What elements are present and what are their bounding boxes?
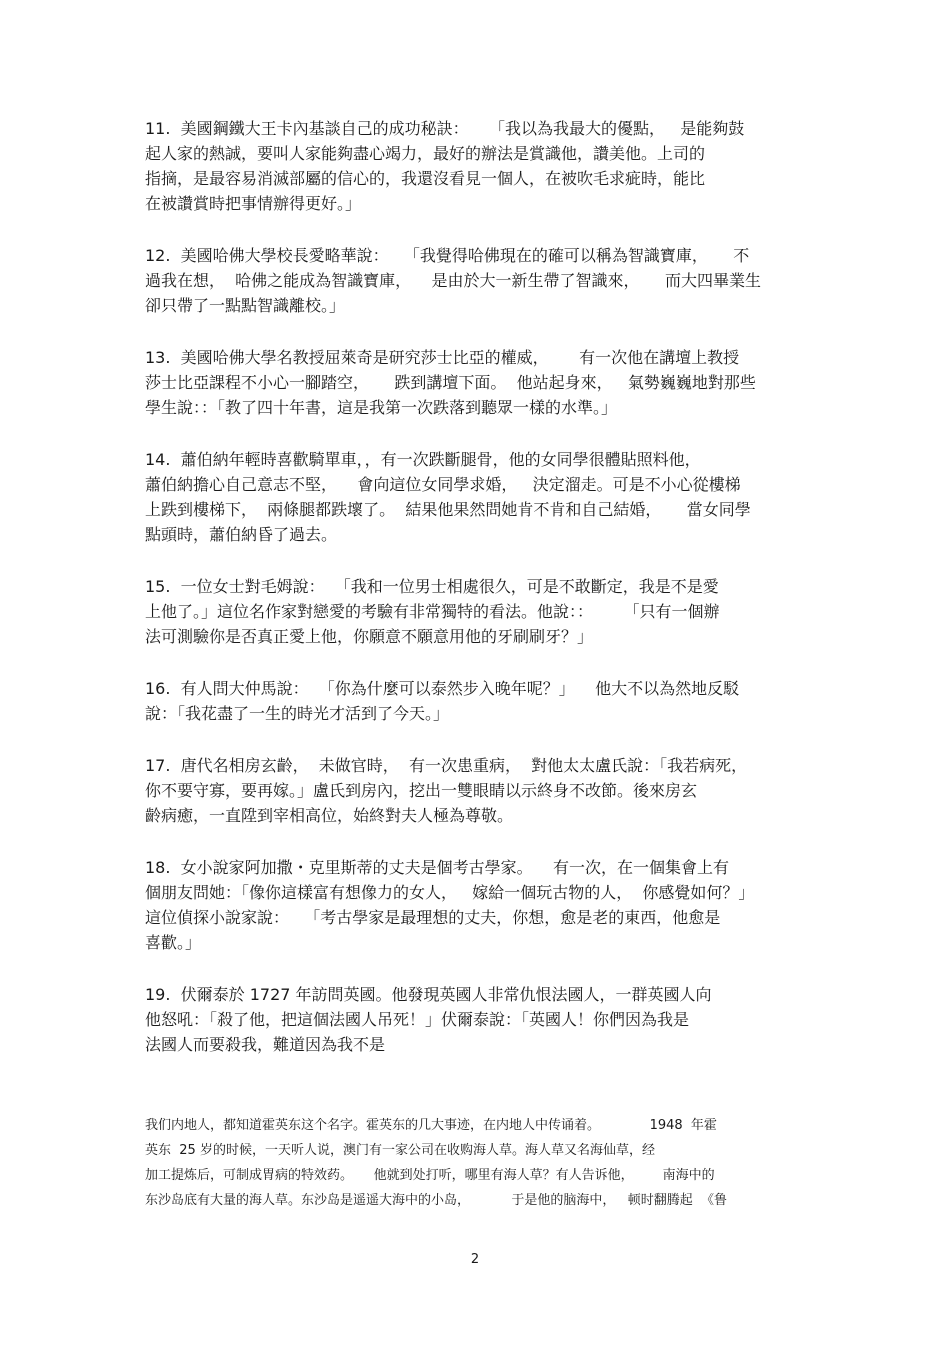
text-line: 莎士比亞課程不小心一腳踏空， 跌到講壇下面。 他站起身來， 氣勢巍巍地對那些: [145, 373, 756, 392]
text-line: 個朋友問她：「像你這樣富有想像力的女人， 嫁給一個玩古物的人， 你感覺如何？」: [145, 883, 755, 902]
text-line: 你不要守寡，要再嫁。」盧氏到房內，挖出一雙眼睛以示終身不改節。後來房玄: [145, 781, 698, 800]
text-line: 上跌到樓梯下， 兩條腿都跌壞了。 結果他果然問她肯不肯和自己結婚， 當女同學: [145, 500, 751, 519]
text-line: 齡病癒，一直陞到宰相高位，始終對夫人極為尊敬。: [145, 806, 514, 825]
text-line: 我们内地人，都知道霍英东这个名字。霍英东的几大事迹，在内地人中传诵着。 1948 年霍: [145, 1118, 717, 1133]
text-line: 起人家的熱誠，要叫人家能夠盡心竭力，最好的辦法是賞識他，讚美他。上司的: [145, 144, 706, 163]
text-line: 16. 有人問大仲馬說： 「你為什麼可以泰然步入晚年呢？」 他大不以為然地反駁: [145, 679, 740, 698]
anecdote-17: [145, 753, 815, 828]
page-number: 2: [470, 1252, 480, 1267]
anecdote-16: [145, 676, 815, 726]
text-line: 上他了。」這位名作家對戀愛的考驗有非常獨特的看法。他說：： 「只有一個辦: [145, 602, 720, 621]
text-line: 喜歡。」: [145, 933, 202, 952]
anecdote-11: [145, 116, 815, 216]
anecdote-18: [145, 855, 815, 955]
anecdote-15: [145, 574, 815, 649]
text-line: 他怒吼：「殺了他，把這個法國人吊死！」伏爾泰說：「英國人！你們因為我是: [145, 1010, 690, 1029]
text-line: 卻只帶了一點點智識離校。」: [145, 296, 346, 315]
text-line: 點頭時，蕭伯納昏了過去。: [145, 525, 338, 544]
text-line: 說：「我花盡了一生的時光才活到了今天。」: [145, 704, 450, 723]
anecdote-list: [145, 116, 815, 1084]
text-line: 這位偵探小說家說： 「考古學家是最理想的丈夫，你想，愈是老的東西，他愈是: [145, 908, 721, 927]
text-line: 19. 伏爾泰於 1727 年訪問英國。他發現英國人非常仇恨法國人，一群英國人向: [145, 985, 712, 1004]
text-line: 14. 蕭伯納年輕時喜歡騎單車，，有一次跌斷腿骨，他的女同學很體貼照料他，: [145, 450, 701, 469]
text-line: 法可測驗你是否真正愛上他，你願意不願意用他的牙刷刷牙？」: [145, 627, 594, 646]
text-line: 13. 美國哈佛大學名教授屈萊奇是研究莎士比亞的權威， 有一次他在講壇上教授: [145, 348, 740, 367]
text-line: 在被讚賞時把事情辦得更好。」: [145, 194, 362, 213]
text-line: 過我在想， 哈佛之能成為智識寶庫， 是由於大一新生帶了智識來， 而大四畢業生: [145, 271, 761, 290]
text-line: 15. 一位女士對毛姆說： 「我和一位男士相處很久，可是不敢斷定，我是不是愛: [145, 577, 719, 596]
anecdote-19: [145, 982, 815, 1057]
text-line: 學生說：：「教了四十年書，這是我第一次跌落到聽眾一樣的水準。」: [145, 398, 618, 417]
text-line: 12. 美國哈佛大學校長愛略華說： 「我覺得哈佛現在的確可以稱為智識寶庫， 不: [145, 246, 750, 265]
text-line: 指摘，是最容易消滅部屬的信心的，我還沒看見一個人，在被吹毛求疵時，能比: [145, 169, 706, 188]
text-line: 法國人而要殺我，難道因為我不是: [145, 1035, 386, 1054]
anecdote-13: [145, 345, 815, 420]
anecdote-14: [145, 447, 815, 547]
anecdote-12: [145, 243, 815, 318]
text-line: 蕭伯納擔心自己意志不堅， 會向這位女同學求婚， 決定溜走。可是不小心從樓梯: [145, 475, 741, 494]
text-line: 11. 美國鋼鐵大王卡內基談自己的成功秘訣： 「我以為我最大的優點， 是能夠鼓: [145, 119, 745, 138]
text-line: 18. 女小說家阿加撒・克里斯蒂的丈夫是個考古學家。 有一次，在一個集會上有: [145, 858, 729, 877]
text-line: 加工提炼后，可制成胃病的特效药。 他就到处打听，哪里有海人草？有人告诉他， 南海中的: [145, 1168, 715, 1183]
text-line: 17. 唐代名相房玄齡， 未做官時， 有一次患重病， 對他太太盧氏說：「我若病死，: [145, 756, 748, 775]
text-line: 英东 25 岁的时候，一天听人说，澳门有一家公司在收购海人草。海人草又名海仙草，经: [145, 1143, 655, 1158]
text-line: 东沙岛底有大量的海人草。东沙岛是遥遥大海中的小岛， 于是他的脑海中， 顿时翻腾起 《鲁: [145, 1193, 727, 1208]
appended-article-text: [145, 1113, 815, 1213]
